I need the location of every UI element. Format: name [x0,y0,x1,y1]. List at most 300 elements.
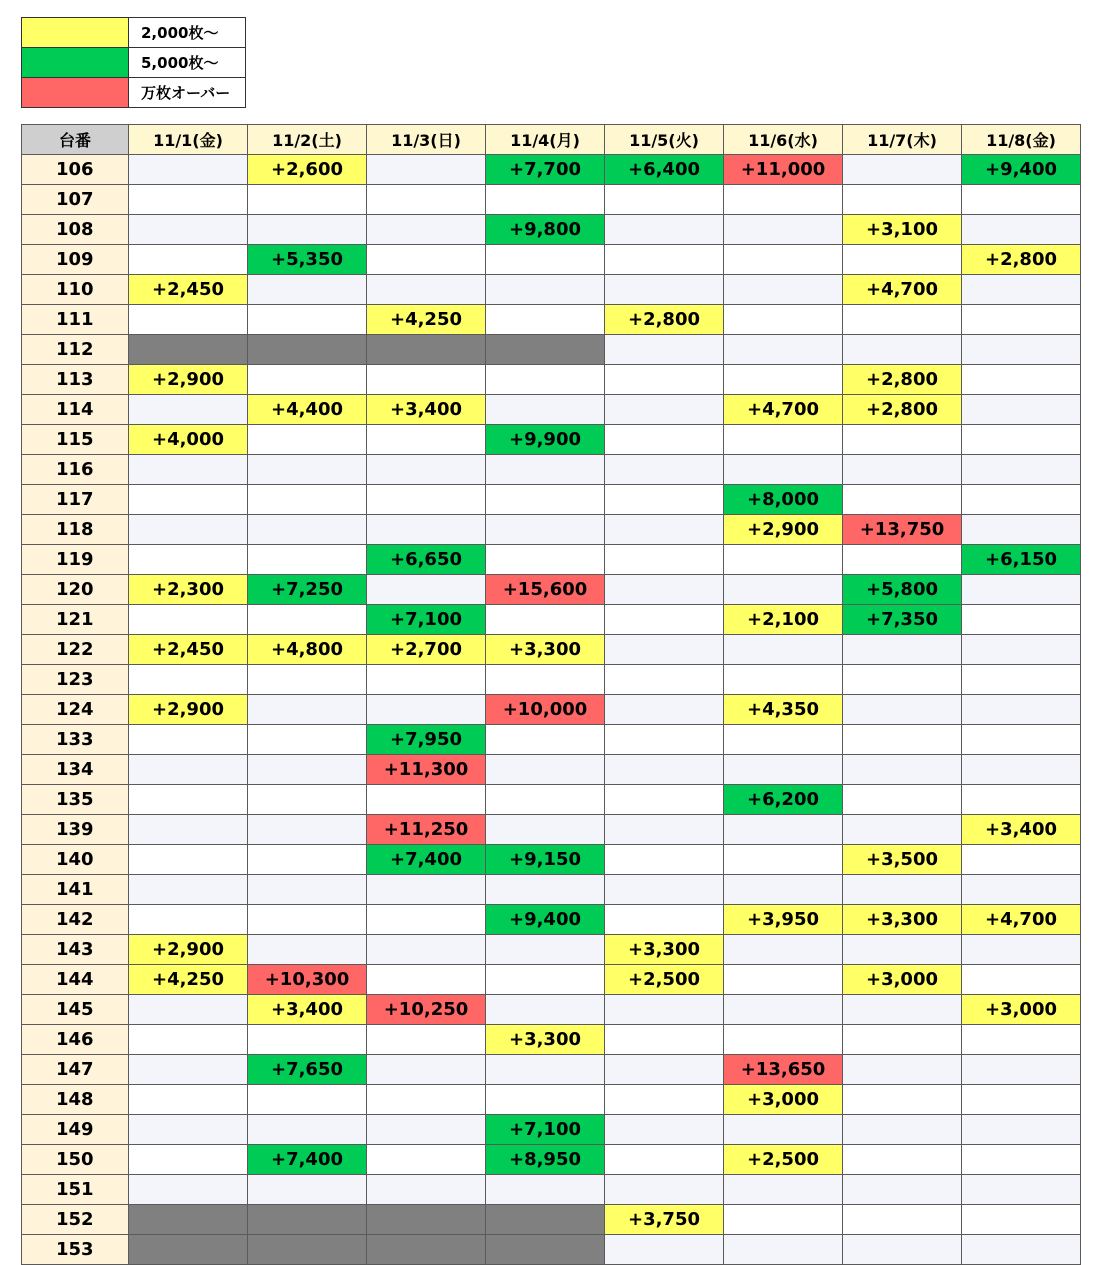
result-cell: +4,800 [248,635,367,665]
empty-cell [605,785,724,815]
result-cell: +2,900 [129,365,248,395]
empty-cell [129,815,248,845]
empty-cell [129,875,248,905]
legend-label: 2,000枚～ [129,18,246,48]
table-row [22,245,1081,275]
empty-cell [129,1175,248,1205]
result-cell: +3,000 [843,965,962,995]
table-row [22,1055,1081,1085]
empty-cell [486,875,605,905]
table-row [22,725,1081,755]
empty-cell [724,815,843,845]
machine-number: 123 [22,665,129,695]
empty-cell [962,365,1081,395]
empty-cell [724,335,843,365]
empty-cell [486,755,605,785]
empty-cell [724,275,843,305]
result-cell: +2,800 [843,395,962,425]
result-cell: +2,700 [367,635,486,665]
empty-cell [248,185,367,215]
empty-cell [129,305,248,335]
unavailable-cell [367,1235,486,1265]
table-row [22,485,1081,515]
result-cell: +2,450 [129,275,248,305]
unavailable-cell [486,335,605,365]
empty-cell [843,425,962,455]
result-cell: +4,250 [367,305,486,335]
result-cell: +2,500 [605,965,724,995]
table-row [22,155,1081,185]
empty-cell [724,875,843,905]
empty-cell [129,845,248,875]
date-header: 11/5(火) [605,125,724,155]
empty-cell [248,755,367,785]
empty-cell [605,605,724,635]
empty-cell [843,185,962,215]
legend-table [21,17,246,108]
empty-cell [843,695,962,725]
date-header: 11/4(月) [486,125,605,155]
machine-number: 153 [22,1235,129,1265]
empty-cell [962,1235,1081,1265]
result-cell: +6,650 [367,545,486,575]
empty-cell [486,515,605,545]
empty-cell [962,1175,1081,1205]
empty-cell [843,1025,962,1055]
machine-number: 117 [22,485,129,515]
date-header: 11/3(日) [367,125,486,155]
empty-cell [129,155,248,185]
result-cell: +11,300 [367,755,486,785]
date-header: 11/1(金) [129,125,248,155]
table-row [22,755,1081,785]
result-cell: +11,000 [724,155,843,185]
empty-cell [962,1115,1081,1145]
empty-cell [486,455,605,485]
empty-cell [486,245,605,275]
machine-number: 118 [22,515,129,545]
empty-cell [486,1175,605,1205]
empty-cell [962,335,1081,365]
result-cell: +2,100 [724,605,843,635]
empty-cell [605,395,724,425]
empty-cell [367,1115,486,1145]
empty-cell [843,815,962,845]
table-row [22,395,1081,425]
empty-cell [248,515,367,545]
machine-number: 145 [22,995,129,1025]
empty-cell [605,695,724,725]
empty-cell [724,185,843,215]
result-cell: +3,300 [486,635,605,665]
empty-cell [367,905,486,935]
result-cell: +7,700 [486,155,605,185]
unavailable-cell [129,1205,248,1235]
empty-cell [367,1145,486,1175]
empty-cell [248,545,367,575]
empty-cell [129,605,248,635]
machine-number: 121 [22,605,129,635]
empty-cell [129,485,248,515]
empty-cell [486,305,605,335]
empty-cell [724,665,843,695]
result-cell: +3,000 [724,1085,843,1115]
machine-number: 110 [22,275,129,305]
empty-cell [962,485,1081,515]
empty-cell [486,605,605,635]
empty-cell [843,155,962,185]
empty-cell [248,905,367,935]
empty-cell [962,395,1081,425]
machine-number: 107 [22,185,129,215]
empty-cell [367,1175,486,1205]
result-cell: +13,750 [843,515,962,545]
empty-cell [486,1055,605,1085]
table-row [22,335,1081,365]
empty-cell [724,635,843,665]
empty-cell [248,935,367,965]
result-cell: +2,800 [605,305,724,335]
table-row [22,875,1081,905]
result-cell: +3,300 [486,1025,605,1055]
empty-cell [605,1115,724,1145]
empty-cell [724,725,843,755]
legend-row [22,48,246,78]
empty-cell [605,845,724,875]
empty-cell [724,245,843,275]
result-cell: +3,300 [843,905,962,935]
empty-cell [605,1025,724,1055]
table-row [22,1175,1081,1205]
empty-cell [248,305,367,335]
empty-cell [129,395,248,425]
machine-number: 144 [22,965,129,995]
empty-cell [605,365,724,395]
table-row [22,935,1081,965]
machine-number: 119 [22,545,129,575]
result-cell: +4,000 [129,425,248,455]
empty-cell [248,365,367,395]
machine-number: 147 [22,1055,129,1085]
empty-cell [724,995,843,1025]
table-row [22,515,1081,545]
empty-cell [843,665,962,695]
result-cell: +2,900 [724,515,843,545]
result-cell: +7,400 [367,845,486,875]
empty-cell [962,515,1081,545]
empty-cell [605,545,724,575]
empty-cell [367,425,486,455]
empty-cell [486,995,605,1025]
machine-number: 124 [22,695,129,725]
result-cell: +2,900 [129,695,248,725]
result-cell: +2,900 [129,935,248,965]
empty-cell [129,785,248,815]
empty-cell [605,875,724,905]
machine-number: 114 [22,395,129,425]
result-cell: +2,450 [129,635,248,665]
empty-cell [486,365,605,395]
empty-cell [962,935,1081,965]
empty-cell [248,725,367,755]
empty-cell [248,275,367,305]
empty-cell [129,245,248,275]
empty-cell [843,725,962,755]
empty-cell [486,665,605,695]
empty-cell [367,515,486,545]
machine-number-header: 台番 [22,125,129,155]
date-header: 11/7(木) [843,125,962,155]
empty-cell [486,395,605,425]
empty-cell [962,185,1081,215]
empty-cell [486,965,605,995]
machine-number: 108 [22,215,129,245]
unavailable-cell [248,1205,367,1235]
empty-cell [248,845,367,875]
empty-cell [605,425,724,455]
result-cell: +13,650 [724,1055,843,1085]
empty-cell [843,305,962,335]
empty-cell [724,1175,843,1205]
empty-cell [486,275,605,305]
result-cell: +11,250 [367,815,486,845]
empty-cell [129,215,248,245]
empty-cell [129,995,248,1025]
empty-cell [962,605,1081,635]
empty-cell [367,485,486,515]
empty-cell [843,335,962,365]
empty-cell [248,1025,367,1055]
empty-cell [605,725,724,755]
result-cell: +6,400 [605,155,724,185]
empty-cell [486,785,605,815]
empty-cell [248,215,367,245]
empty-cell [248,1175,367,1205]
result-cell: +8,000 [724,485,843,515]
empty-cell [129,725,248,755]
result-cell: +5,350 [248,245,367,275]
empty-cell [248,875,367,905]
empty-cell [367,875,486,905]
empty-cell [129,755,248,785]
empty-cell [605,575,724,605]
machine-number: 134 [22,755,129,785]
table-row [22,1145,1081,1175]
empty-cell [724,755,843,785]
result-cell: +7,950 [367,725,486,755]
empty-cell [248,1085,367,1115]
empty-cell [843,245,962,275]
result-cell: +4,700 [962,905,1081,935]
empty-cell [129,1085,248,1115]
empty-cell [962,1055,1081,1085]
result-cell: +3,400 [248,995,367,1025]
empty-cell [486,935,605,965]
empty-cell [367,695,486,725]
machine-number: 133 [22,725,129,755]
legend-label: 万枚オーバー [129,78,246,108]
table-row [22,665,1081,695]
empty-cell [486,545,605,575]
table-row [22,185,1081,215]
empty-cell [724,455,843,485]
empty-cell [367,455,486,485]
empty-cell [724,215,843,245]
empty-cell [605,215,724,245]
empty-cell [367,575,486,605]
empty-cell [843,1115,962,1145]
header-row [22,125,1081,155]
date-header: 11/8(金) [962,125,1081,155]
empty-cell [962,875,1081,905]
empty-cell [962,305,1081,335]
empty-cell [129,1025,248,1055]
table-row [22,695,1081,725]
result-cell: +9,800 [486,215,605,245]
empty-cell [367,275,486,305]
result-cell: +3,000 [962,995,1081,1025]
table-row [22,635,1081,665]
machine-number: 112 [22,335,129,365]
result-cell: +3,100 [843,215,962,245]
empty-cell [962,725,1081,755]
empty-cell [843,755,962,785]
empty-cell [367,935,486,965]
empty-cell [129,905,248,935]
empty-cell [248,815,367,845]
date-header: 11/6(水) [724,125,843,155]
empty-cell [486,725,605,755]
result-cell: +9,900 [486,425,605,455]
empty-cell [367,215,486,245]
machine-number: 146 [22,1025,129,1055]
empty-cell [962,215,1081,245]
table-row [22,1205,1081,1235]
empty-cell [724,845,843,875]
machine-number: 116 [22,455,129,485]
empty-cell [605,635,724,665]
empty-cell [962,845,1081,875]
empty-cell [605,485,724,515]
legend-swatch [22,48,129,78]
empty-cell [724,1205,843,1235]
result-cell: +9,150 [486,845,605,875]
machine-number: 148 [22,1085,129,1115]
unavailable-cell [486,1235,605,1265]
empty-cell [724,1235,843,1265]
empty-cell [605,275,724,305]
empty-cell [843,545,962,575]
empty-cell [605,1085,724,1115]
table-row [22,605,1081,635]
result-cell: +10,250 [367,995,486,1025]
legend-row [22,18,246,48]
table-row [22,365,1081,395]
empty-cell [843,635,962,665]
empty-cell [962,1025,1081,1055]
machine-number: 140 [22,845,129,875]
empty-cell [486,485,605,515]
empty-cell [605,455,724,485]
empty-cell [129,515,248,545]
empty-cell [248,695,367,725]
machine-number: 151 [22,1175,129,1205]
unavailable-cell [129,335,248,365]
empty-cell [248,605,367,635]
result-cell: +3,500 [843,845,962,875]
empty-cell [367,1085,486,1115]
result-cell: +2,600 [248,155,367,185]
empty-cell [367,155,486,185]
result-cell: +2,800 [962,245,1081,275]
table-row [22,1115,1081,1145]
result-cell: +7,250 [248,575,367,605]
result-cell: +2,300 [129,575,248,605]
result-cell: +6,200 [724,785,843,815]
empty-cell [962,1085,1081,1115]
empty-cell [248,425,367,455]
empty-cell [129,185,248,215]
machine-number: 142 [22,905,129,935]
table-row [22,305,1081,335]
empty-cell [843,935,962,965]
empty-cell [367,185,486,215]
empty-cell [129,1145,248,1175]
machine-number: 109 [22,245,129,275]
result-cell: +5,800 [843,575,962,605]
result-cell: +10,000 [486,695,605,725]
result-cell: +7,100 [367,605,486,635]
empty-cell [962,785,1081,815]
legend-swatch [22,78,129,108]
empty-cell [724,305,843,335]
empty-cell [962,455,1081,485]
machine-number: 143 [22,935,129,965]
empty-cell [129,1055,248,1085]
table-row [22,575,1081,605]
empty-cell [129,545,248,575]
empty-cell [605,335,724,365]
results-table [21,124,1081,1265]
machine-number: 106 [22,155,129,185]
empty-cell [605,245,724,275]
result-cell: +9,400 [486,905,605,935]
empty-cell [724,935,843,965]
empty-cell [605,515,724,545]
result-cell: +4,250 [129,965,248,995]
result-cell: +15,600 [486,575,605,605]
unavailable-cell [248,1235,367,1265]
legend-label: 5,000枚～ [129,48,246,78]
machine-number: 122 [22,635,129,665]
machine-number: 150 [22,1145,129,1175]
empty-cell [843,455,962,485]
empty-cell [724,1025,843,1055]
result-cell: +4,700 [843,275,962,305]
result-cell: +3,950 [724,905,843,935]
result-cell: +10,300 [248,965,367,995]
unavailable-cell [248,335,367,365]
result-cell: +3,750 [605,1205,724,1235]
empty-cell [605,1055,724,1085]
empty-cell [605,665,724,695]
empty-cell [843,485,962,515]
result-cell: +3,400 [367,395,486,425]
empty-cell [962,665,1081,695]
table-row [22,905,1081,935]
result-cell: +7,400 [248,1145,367,1175]
machine-number: 135 [22,785,129,815]
